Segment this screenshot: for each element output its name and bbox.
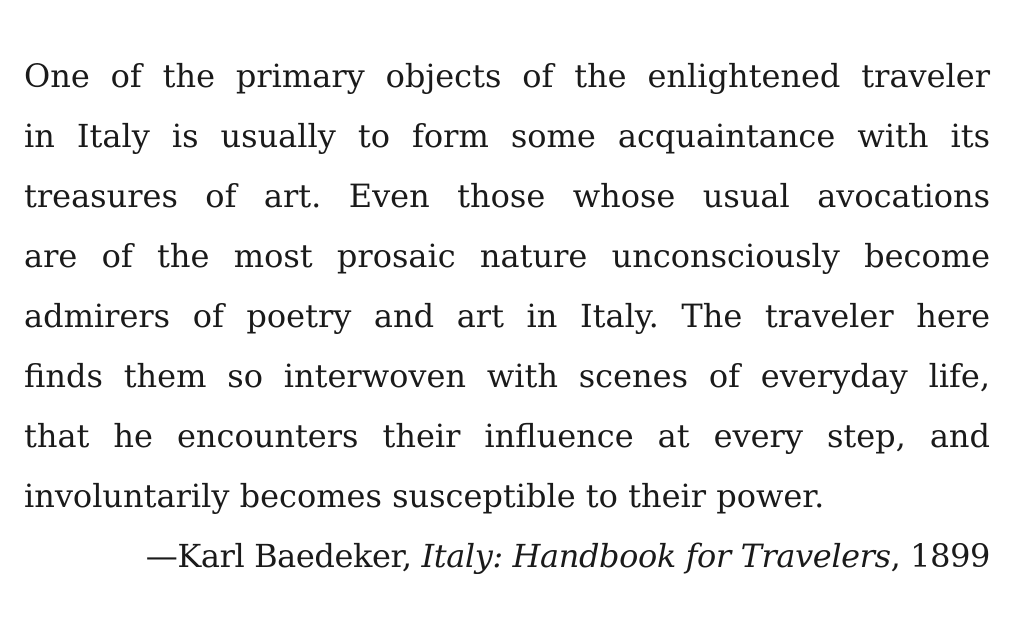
quote-line-3: treasures of art. Even those whose usual avocations bbox=[24, 177, 990, 215]
quote-line-6: finds them so interwoven with scenes of everyday life, bbox=[24, 357, 990, 395]
quote-line-4: are of the most prosaic nature unconsciously become bbox=[24, 237, 990, 275]
quote-line-1: One of the primary objects of the enlightened traveler bbox=[24, 57, 990, 95]
attribution-year: , 1899 bbox=[890, 537, 990, 575]
quote-line-5: admirers of poetry and art in Italy. The traveler here bbox=[24, 297, 990, 335]
quote-line-7: that he encounters their influence at every step, and bbox=[24, 417, 990, 455]
attribution-title: Italy: Handbook for Travelers bbox=[421, 537, 891, 575]
quote-line-8: involuntarily becomes susceptible to their power. bbox=[24, 477, 825, 515]
quote-block bbox=[24, 46, 990, 586]
attribution-author: —Karl Baedeker, bbox=[145, 537, 412, 575]
attribution bbox=[24, 526, 990, 586]
quote-line-2: in Italy is usually to form some acquaintance with its bbox=[24, 117, 990, 155]
